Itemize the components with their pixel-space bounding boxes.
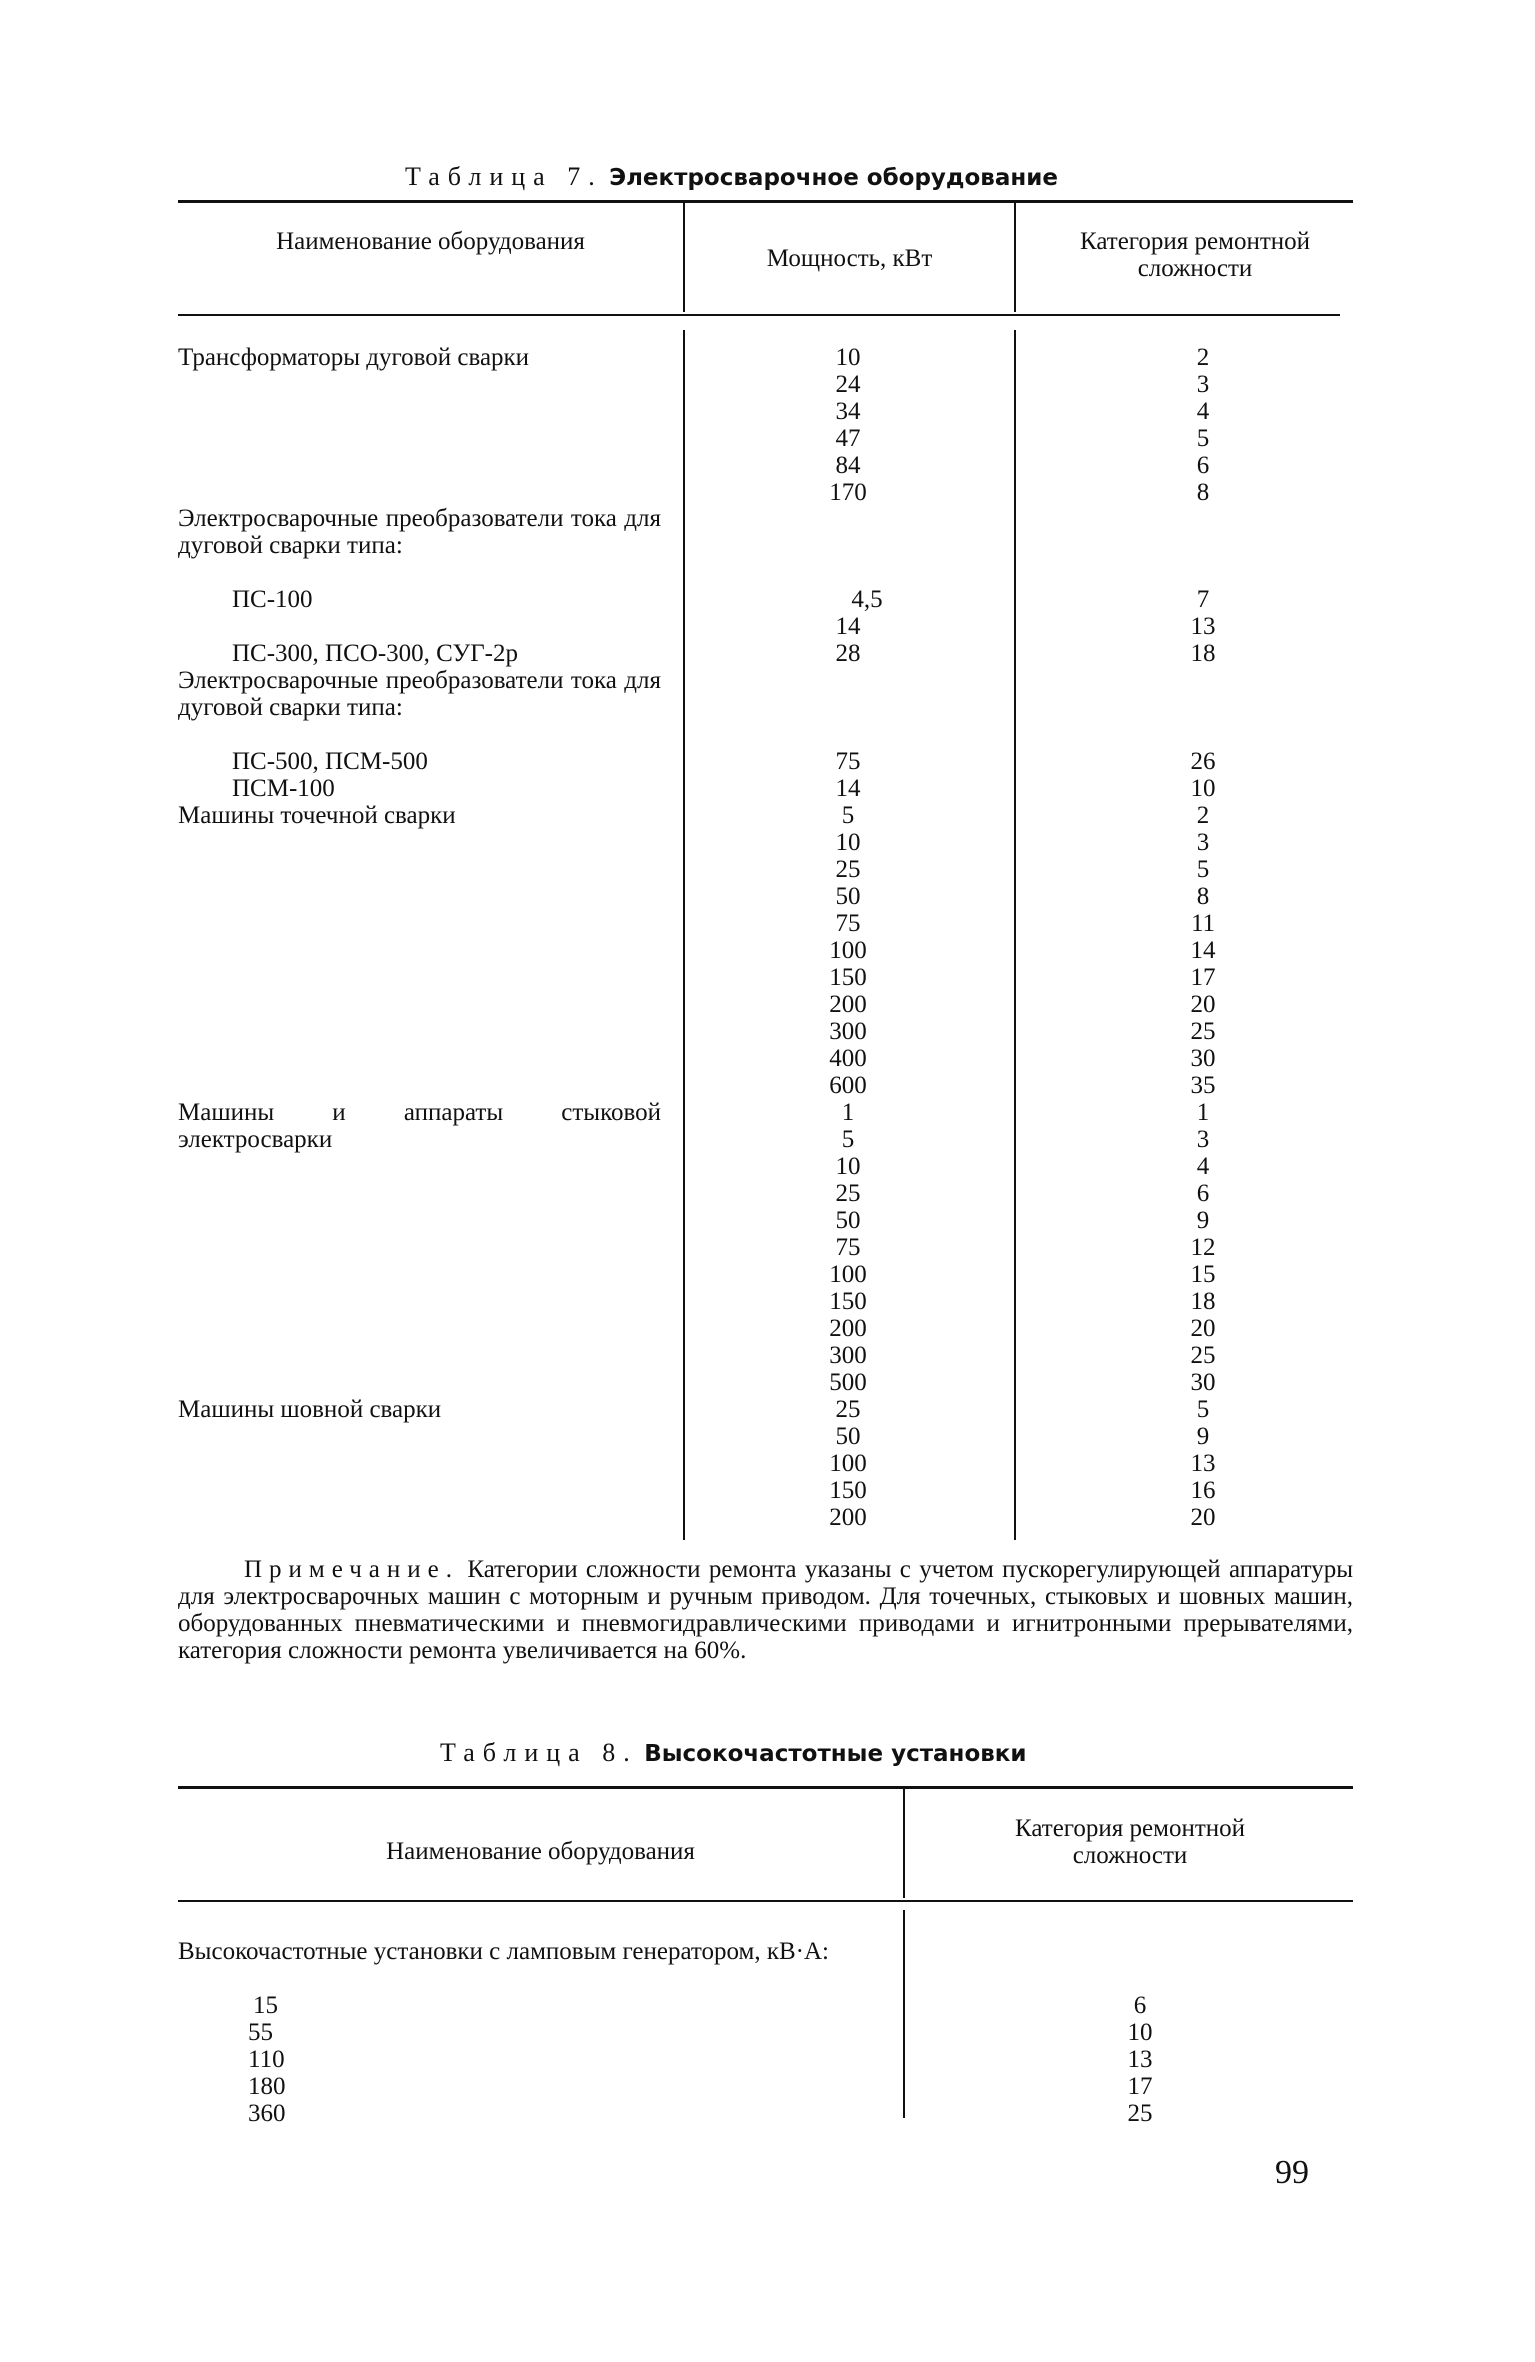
- table7-row-4-power: 84: [835, 452, 861, 479]
- table8-row-1-power: 55: [248, 2019, 273, 2046]
- table7-row-16-category: 8: [1196, 883, 1210, 910]
- table7-row-26-category: 4: [1196, 1153, 1210, 1180]
- note-label: Примечание.: [244, 1556, 460, 1583]
- table7-row-9-name: ПС-300, ПСО-300, СУГ-2р: [232, 640, 518, 667]
- table7-row-31-category: 18: [1190, 1288, 1216, 1315]
- table7-row-20-power: 200: [829, 991, 867, 1018]
- table7-row-34-category: 30: [1190, 1369, 1216, 1396]
- table8-header-divider: [903, 1789, 905, 1898]
- table7-row-22-power: 400: [829, 1045, 867, 1072]
- table7-row-2-category: 4: [1196, 398, 1210, 425]
- table7-row-36-category: 9: [1196, 1423, 1210, 1450]
- table7-row-19-category: 17: [1190, 964, 1216, 991]
- table7-row-33-power: 300: [829, 1342, 867, 1369]
- table8-row-2-power: 110: [248, 2046, 285, 2073]
- table7-row-23-category: 35: [1190, 1072, 1216, 1099]
- table7-row-12-category: 10: [1190, 775, 1216, 802]
- table7-row-2-power: 34: [835, 398, 861, 425]
- table7-row-25-category: 3: [1196, 1126, 1210, 1153]
- table7-row-38-category: 16: [1190, 1477, 1216, 1504]
- page-number: 99: [1275, 2154, 1309, 2191]
- table7-row-7-name: ПС-100: [232, 586, 313, 613]
- table7-body-divider-1: [683, 330, 685, 1540]
- table7-row-29-category: 12: [1190, 1234, 1216, 1261]
- table7-row-24-power: 1: [841, 1099, 855, 1126]
- table7-row-19-power: 150: [829, 964, 867, 991]
- table8-row-4-category: 25: [1127, 2100, 1153, 2127]
- table7-row-34-power: 500: [829, 1369, 867, 1396]
- table7-row-13-name: Машины точечной сварки: [178, 802, 456, 829]
- table7-row-0-name: Трансформаторы дуговой сварки: [178, 344, 530, 371]
- table7-row-39-category: 20: [1190, 1504, 1216, 1531]
- table7-row-39-power: 200: [829, 1504, 867, 1531]
- table7-row-9-power: 28: [835, 640, 861, 667]
- table7-row-10-name: Электросварочные преобразователи тока для дуговой сварки типа:: [178, 667, 661, 721]
- table7-body-divider-2: [1014, 330, 1016, 1540]
- table7-row-20-category: 20: [1190, 991, 1216, 1018]
- table7-row-27-power: 25: [835, 1180, 861, 1207]
- table7-row-25-power: 5: [841, 1126, 855, 1153]
- table7-row-30-category: 15: [1190, 1261, 1216, 1288]
- table7-row-12-power: 14: [835, 775, 861, 802]
- table7-row-11-power: 75: [835, 748, 861, 775]
- table7-row-36-power: 50: [835, 1423, 861, 1450]
- table7-row-12-name: ПСМ-100: [232, 775, 335, 802]
- table7-row-18-category: 14: [1190, 937, 1216, 964]
- table7-row-17-category: 11: [1190, 910, 1216, 937]
- table8-row-1-category: 10: [1127, 2019, 1153, 2046]
- table8-top-rule: [178, 1786, 1353, 1789]
- table8-row-0-power: 15: [253, 1992, 278, 2019]
- table7-row-23-power: 600: [829, 1072, 867, 1099]
- table8-row-2-category: 13: [1127, 2046, 1153, 2073]
- table7-row-8-category: 13: [1190, 613, 1216, 640]
- table7-row-26-power: 10: [835, 1153, 861, 1180]
- table7-row-21-power: 300: [829, 1018, 867, 1045]
- table7-row-17-power: 75: [835, 910, 861, 937]
- table7-row-21-category: 25: [1190, 1018, 1216, 1045]
- table7-row-11-category: 26: [1190, 748, 1216, 775]
- table7-row-3-category: 5: [1196, 425, 1210, 452]
- table8-caption-title: Высокочастотные установки: [644, 1741, 1027, 1767]
- table7-caption: [405, 162, 1058, 192]
- table7-row-27-category: 6: [1196, 1180, 1210, 1207]
- table8-intro: Высокочастотные установки с ламповым генератором, кВ·А:: [178, 1938, 829, 1965]
- table7-row-4-category: 6: [1196, 452, 1210, 479]
- table7-row-11-name: ПС-500, ПСМ-500: [232, 748, 428, 775]
- table7-row-5-power: 170: [829, 479, 867, 506]
- table7-row-35-power: 25: [835, 1396, 861, 1423]
- table7-row-18-power: 100: [829, 937, 867, 964]
- note-text: Категории сложности ремонта указаны с учетом пускорегулирующей аппаратуры для электросварочных машин с моторным и ручным приводом. Для точечных, стыковых и шовных машин, оборудованных пневматическими и пневмогидравлическими приводами и игнитронными прерывателями, категория сложности ремонта увеличивается на 60%.: [178, 1556, 1353, 1664]
- table7-row-15-category: 5: [1196, 856, 1210, 883]
- table8-row-3-power: 180: [248, 2073, 286, 2100]
- table7-header-power: Мощность, кВт: [766, 245, 933, 272]
- table8-header-category: Категория ремонтной сложности: [1014, 1815, 1246, 1869]
- table7-row-7-power: 4,5: [851, 586, 883, 613]
- table7-row-0-category: 2: [1196, 344, 1210, 371]
- table7-row-1-category: 3: [1196, 371, 1210, 398]
- table8-header-rule: [178, 1900, 1353, 1902]
- table7-row-3-power: 47: [835, 425, 861, 452]
- table7-header-divider-2: [1014, 203, 1016, 312]
- table7-row-38-power: 150: [829, 1477, 867, 1504]
- table8-row-4-power: 360: [248, 2100, 286, 2127]
- table7-row-32-power: 200: [829, 1315, 867, 1342]
- table7-row-14-category: 3: [1196, 829, 1210, 856]
- table7-header-category: Категория ремонтной сложности: [1079, 228, 1311, 282]
- table7-row-22-category: 30: [1190, 1045, 1216, 1072]
- table8-body-divider: [903, 1910, 905, 2118]
- table7-row-31-power: 150: [829, 1288, 867, 1315]
- table7-row-37-power: 100: [829, 1450, 867, 1477]
- table7-header-rule: [178, 314, 1340, 316]
- table8-caption: [440, 1738, 1027, 1768]
- table7-row-24-category: 1: [1196, 1099, 1210, 1126]
- table7-row-30-power: 100: [829, 1261, 867, 1288]
- table7-row-33-category: 25: [1190, 1342, 1216, 1369]
- table7-row-1-power: 24: [835, 371, 861, 398]
- table7-row-13-category: 2: [1196, 802, 1210, 829]
- table8-row-0-category: 6: [1133, 1992, 1147, 2019]
- table7-row-6-name: Электросварочные преобразователи тока для дуговой сварки типа:: [178, 505, 661, 559]
- table7-row-14-power: 10: [835, 829, 861, 856]
- table8-row-3-category: 17: [1127, 2073, 1153, 2100]
- table7-row-35-category: 5: [1196, 1396, 1210, 1423]
- table7-header-name: Наименование оборудования: [276, 228, 585, 255]
- table7-row-15-power: 25: [835, 856, 861, 883]
- table7-row-37-category: 13: [1190, 1450, 1216, 1477]
- table7-caption-label: Таблица 7.: [405, 162, 603, 191]
- table7-row-28-power: 50: [835, 1207, 861, 1234]
- table7-row-35-name: Машины шовной сварки: [178, 1396, 442, 1423]
- table7-row-16-power: 50: [835, 883, 861, 910]
- table7-row-13-power: 5: [841, 802, 855, 829]
- table7-row-8-power: 14: [835, 613, 861, 640]
- table7-caption-title: Электросварочное оборудование: [609, 165, 1058, 191]
- table7-top-rule: [178, 200, 1353, 203]
- table7-row-29-power: 75: [835, 1234, 861, 1261]
- table7-row-5-category: 8: [1196, 479, 1210, 506]
- table7-row-32-category: 20: [1190, 1315, 1216, 1342]
- table8-header-name: Наименование оборудования: [386, 1838, 695, 1865]
- table8-caption-label: Таблица 8.: [440, 1738, 638, 1767]
- table7-row-24-name: Машины и аппараты стыковой электросварки: [178, 1099, 661, 1153]
- table7-note: [178, 1556, 1353, 1664]
- table7-row-0-power: 10: [835, 344, 861, 371]
- table7-row-7-category: 7: [1196, 586, 1210, 613]
- table7-row-28-category: 9: [1196, 1207, 1210, 1234]
- table7-row-9-category: 18: [1190, 640, 1216, 667]
